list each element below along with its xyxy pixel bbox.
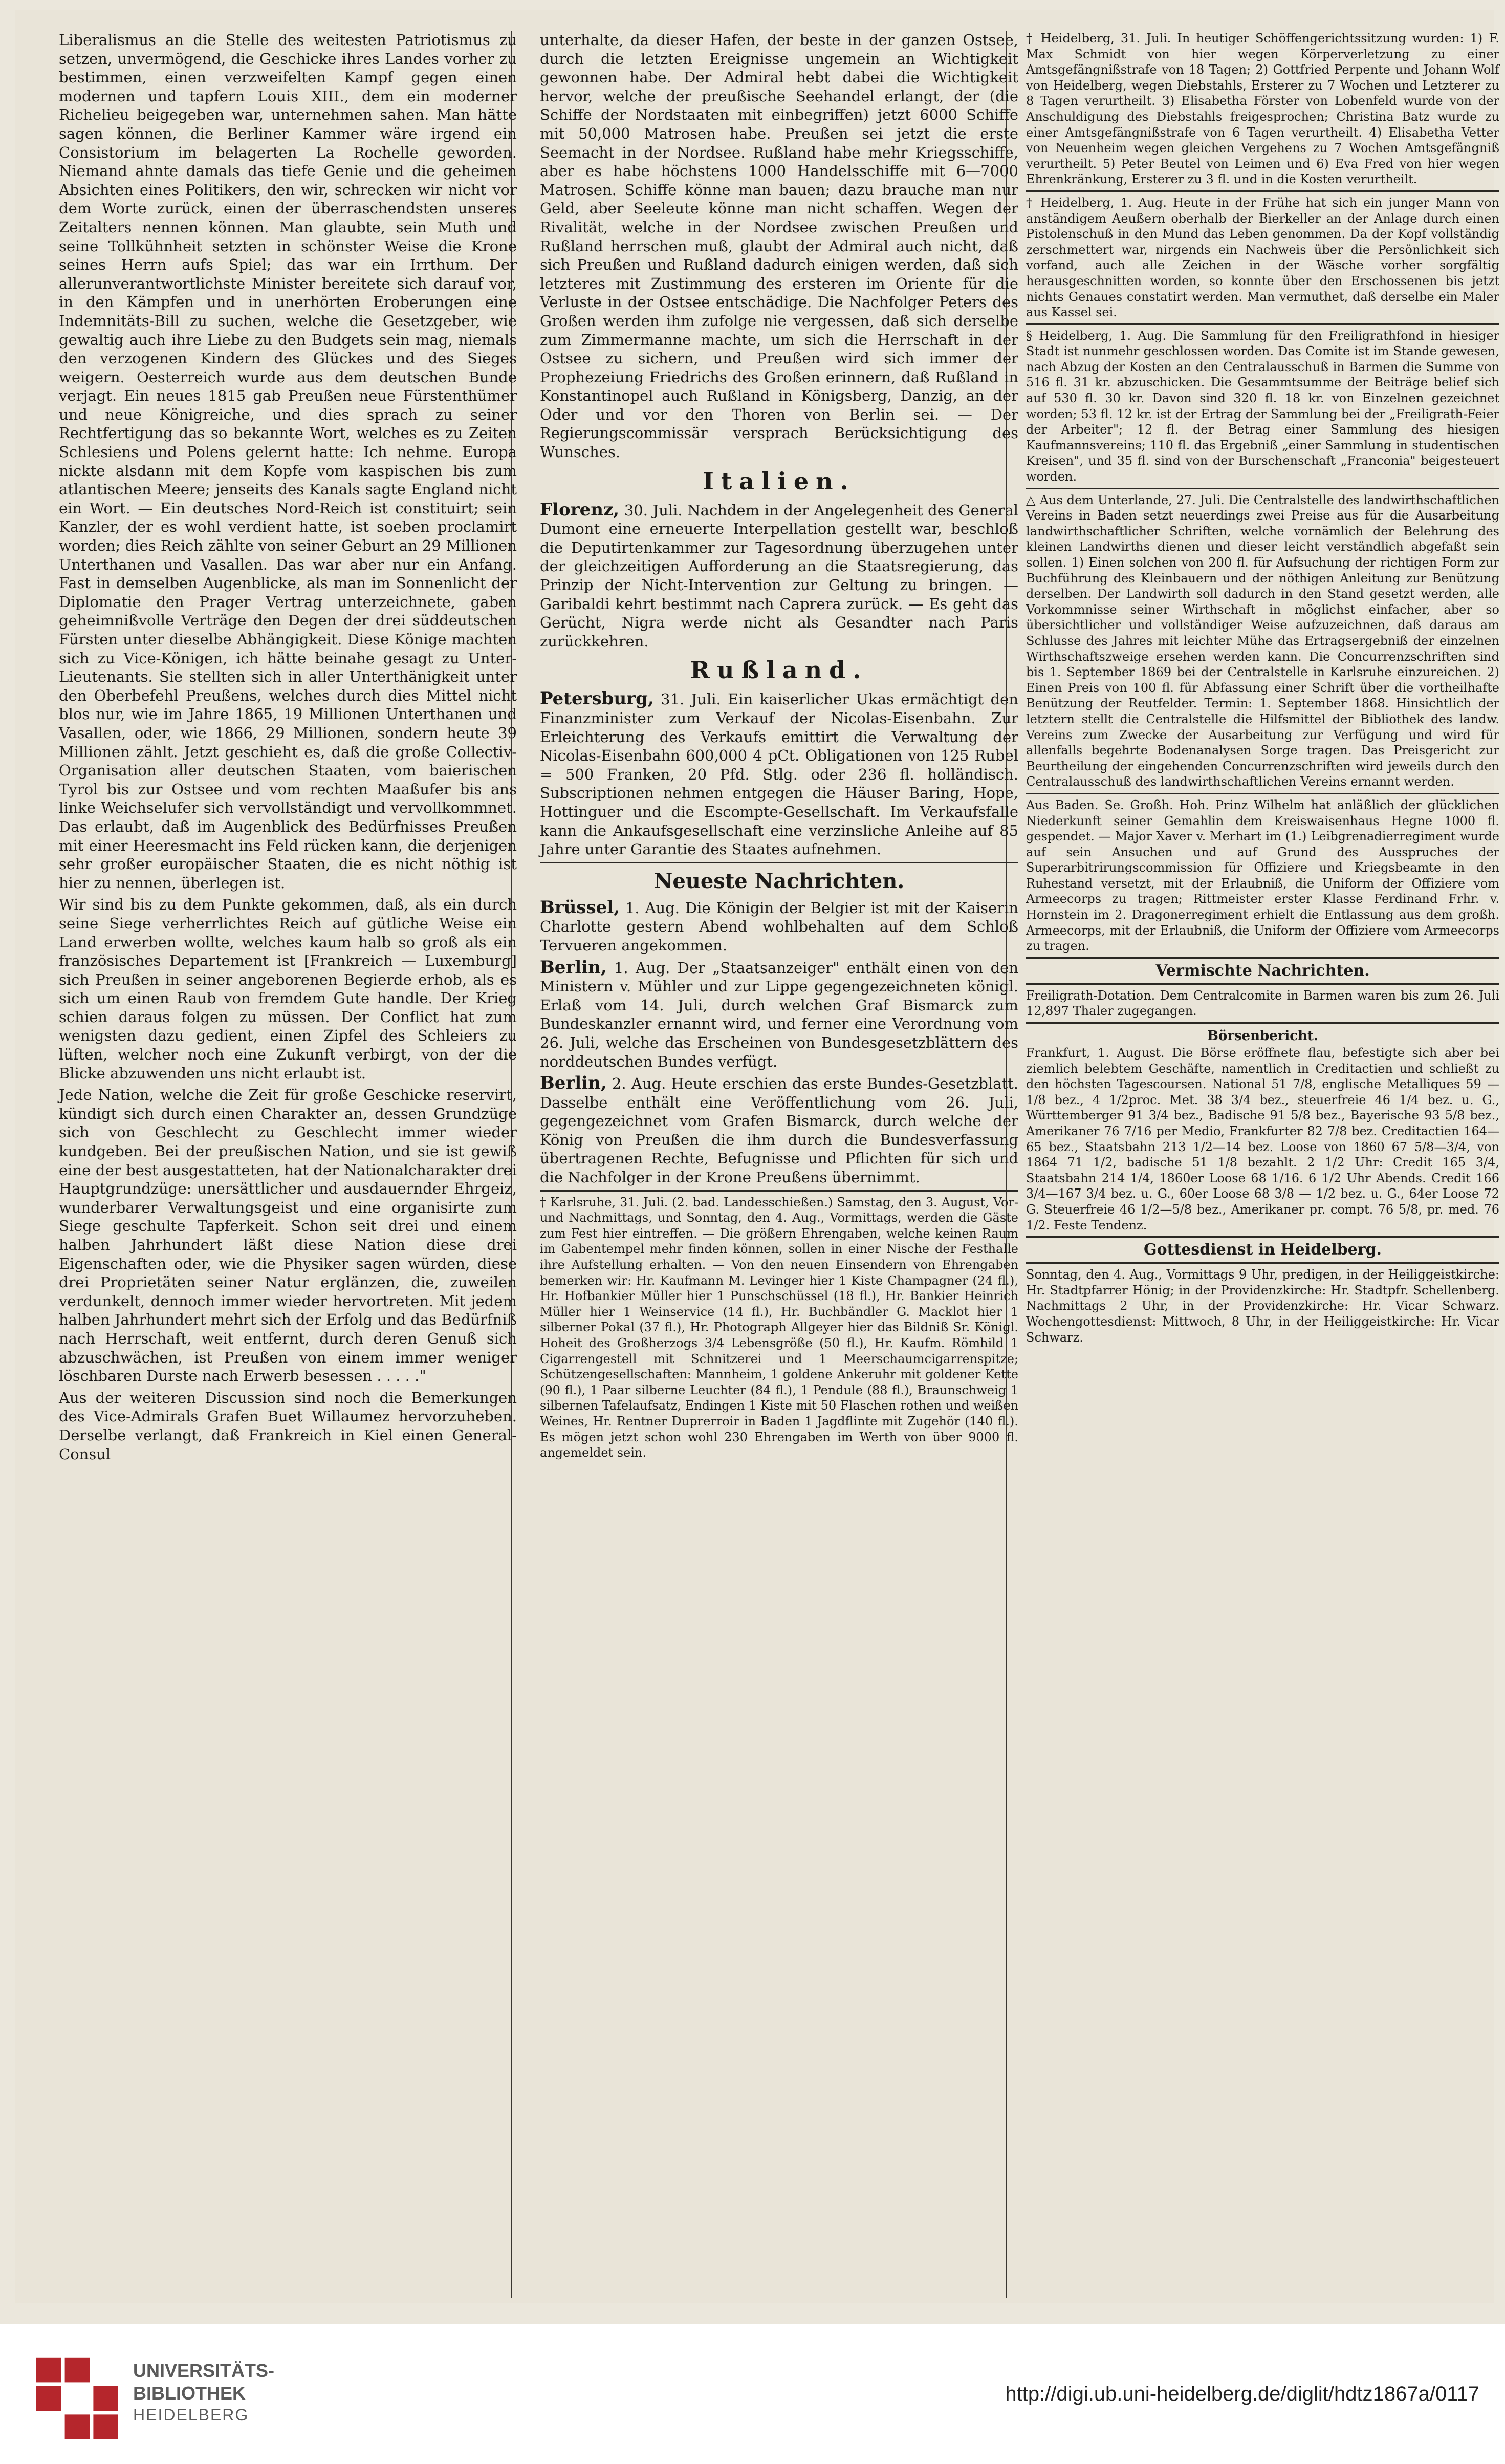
divider: [540, 862, 1018, 863]
library-name-line: BIBLIOTHEK: [133, 2383, 246, 2404]
dateline: Berlin,: [540, 1073, 607, 1094]
dateline: Brüssel,: [540, 897, 620, 918]
dateline: Florenz,: [540, 499, 620, 520]
news-text: 1. Aug. Der „Staatsanzeiger" enthält einen von den Ministern v. Mühler und zur Lippe gegengezeichneten königl. Erlaß vom 14. Juli, durch welchen Graf Bismarck zum Bundeskanzler ernannt wird, und ferner eine Verordnung vom 26. Juli, welche das Erscheinen von Bundesgesetzblättern des norddeutschen Bundes verfügt.: [540, 959, 1018, 1070]
news-item: [540, 958, 1018, 1071]
news-text: 30. Juli. Nachdem in der Angelegenheit des General Dumont eine erneuerte Interpellation gestellt war, beschloß die Deputirtenkammer zur Tagesordnung überzugehen unter der gleichzeitigen Aufforderung an die Staatsregierung, das Prinzip der Nicht-Intervention zur Geltung zu bringen. — Garibaldi kehrt bestimmt nach Caprera zurück. — Es geht das Gerücht, Nigra werde nicht als Gesandter nach Paris zurückkehren.: [540, 501, 1019, 650]
news-item-small: † Heidelberg, 31. Juli. In heutiger Schöffengerichtssitzung wurden: 1) F. Max Schmidt von hier wegen Körperverletzung zu einer Amtsgefängnißstrafe von 18 Tagen; 2) Gottfried Perpente und Johann Wolf von Heidelberg, wegen Diebstahls, Ersterer zu 7 Wochen und Letzterer zu 8 Tagen verurtheilt. 3) Elisabetha Förster von Lobenfeld wurde von der Anschuldigung des Diebstahls freigesprochen; Christina Batz wurde zu einer Amtsgefängnißstrafe von 6 Tagen verurtheilt. 4) Elisabetha Vetter von Neuenheim wegen gleichen Vergehens zu 7 Wochen Amtsgefängniß verurtheilt. 5) Peter Beutel von Leimen und 6) Eva Fred von hier wegen Ehrenkränkung, Ersterer zu 3 fl. und in die Kosten verurtheilt.: [1026, 31, 1499, 187]
article-paragraph: Aus der weiteren Discussion sind noch die Bemerkungen des Vice-Admirals Grafen Buet Willaumez hervorzuheben. Derselbe verlangt, daß Frankreich in Kiel einen General-Consul: [59, 1389, 517, 1463]
news-item-small: Aus Baden. Se. Großh. Hoh. Prinz Wilhelm hat anläßlich der glücklichen Niederkunft seiner Gemahlin dem Kreiswaisenhaus Hegne 1000 fl. gespendet. — Major Xaver v. Merhart im (1.) Leibgrenadierregiment wurde auf sein Ansuchen und auf Grund des Ausspruches der Superarbitrirungscommission für Offiziere und Kriegsbeamte in den Ruhestand versetzt, mit der Erlaubniß, die Uniform der Offiziere vom Armeecorps zu tragen; Rittmeister erster Klasse Ferdinand Frhr. v. Hornstein im 2. Dragonerregiment erhielt die Entlassung aus dem großh. Armeecorps, mit der Erlaubniß, die Uniform der Offiziere vom Armeecorps zu tragen.: [1026, 797, 1499, 954]
divider: [1026, 323, 1499, 325]
news-text: 2. Aug. Heute erschien das erste Bundes-Gesetzblatt. Dasselbe enthält eine Veröffentlichung vom 26. Juli, gegengezeichnet vom Grafen Bismarck, durch welche der König von Preußen die ihm durch die Bundesverfassung übertragenen Rechte, Befugnisse und Pflichten für sich und die Nachfolger in der Krone Preußens übernimmt.: [540, 1075, 1019, 1186]
article-paragraph: Wir sind bis zu dem Punkte gekommen, daß, als ein durch seine Siege verherrlichtes Reich auf gütliche Weise ein Land erwerben wollte, welches kaum halb so groß als ein französisches Departement ist [Frankreich — Luxemburg] sich Preußen in seiner angeborenen Begierde erhob, als es sich um einen Raub von fremdem Gute handle. Der Krieg schien daraus folgen zu müssen. Der Conflict hat zum wenigsten dazu gedient, einen Zipfel des Schleiers zu lüften, welcher noch eine Zukunft verbirgt, von der die Blicke abzuwenden uns nicht erlaubt ist.: [59, 896, 517, 1082]
news-item: [540, 898, 1018, 955]
column-1: [59, 31, 517, 1466]
news-item: [540, 501, 1018, 651]
source-url-link[interactable]: http://digi.ub.uni-heidelberg.de/diglit/hdtz1867a/0117: [1005, 2383, 1479, 2405]
divider: [1026, 190, 1499, 192]
news-item: [540, 1074, 1018, 1187]
column-2: [540, 31, 1018, 1464]
news-text: 31. Juli. Ein kaiserlicher Ukas ermächtigt den Finanzminister zum Verkauf der Nicolas-Eisenbahn. Zur Erleichterung des Verkaufs emittirt die Verwaltung der Nicolas-Eisenbahn 600,000 4 pCt. Obligationen von 125 Rubel = 500 Franken, 20 Pfd. Stlg. oder 236 fl. holländisch. Subscriptionen nehmen entgegen die Häuser Baring, Hope, Hottinguer und die Escompte-Gesellschaft. Im Verkaufsfalle kann die Ankaufsgesellschaft eine verzinsliche Anleihe auf 85 Jahre unter Garantie des Staates aufnehmen.: [540, 690, 1018, 858]
news-item-small: § Heidelberg, 1. Aug. Die Sammlung für den Freiligrathfond in hiesiger Stadt ist nunmehr geschlossen worden. Das Comite ist im Stande gewesen, nach Abzug der Kosten an den Centralausschuß in Barmen die Summe von 516 fl. 31 kr. abzuschicken. Die Gesammtsumme der Beiträge belief sich auf 530 fl. 30 kr. Davon sind 320 fl. 18 kr. von Einzelnen gezeichnet worden; 53 fl. 12 kr. ist der Ertrag der Sammlung bei der „Freiligrath-Feier der Arbeiter"; 12 fl. der Betrag einer Sammlung des hiesigen Kaufmannsvereins; 110 fl. das Ergebniß „einer Sammlung in studentischen Kreisen", und 35 fl. sind von der Burschenschaft „Franconia" beigesteuert worden.: [1026, 328, 1499, 484]
section-heading-vermischte: Vermischte Nachrichten.: [1026, 957, 1499, 985]
article-paragraph: Jede Nation, welche die Zeit für große Geschicke reservirt, kündigt sich durch einen Charakter an, dessen Grundzüge sich von Geschlecht zu Geschlecht immer wieder kundgeben. Bei der preußischen Nation, und sie ist gewiß eine der best ausgestatteten, hat der Nationalcharakter drei Hauptgrundzüge: unersättlicher und ausdauernder Ehrgeiz, wunderbarer Verwaltungsgeist und eine organisirte zum Siege geschulte Tapferkeit. Schon seit drei und einem halben Jahrhundert läßt diese Nation diese drei Eigenschaften oder, wie die Physiker sagen würden, diese drei Proprietäten seiner Natur erglänzen, die, zuweilen verdunkelt, dennoch immer wieder hervortreten. Mit jedem halben Jahrhundert mehrt sich der Erfolg und das Bedürfniß nach Herrschaft, weit entfernt, durch deren Genuß sich abzuschwächen, ist Preußen von einem immer weniger löschbaren Durste nach Erwerb besessen . . . . .": [59, 1086, 517, 1385]
news-item: [540, 689, 1018, 858]
section-heading-boersen: Börsenbericht.: [1207, 1028, 1319, 1044]
library-logo-icon: [31, 2352, 123, 2444]
news-item-small: † Heidelberg, 1. Aug. Heute in der Frühe hat sich ein junger Mann von anständigem Aeußern oberhalb der Bierkeller an der Anlage durch einen Pistolenschuß in den Mund das Leben genommen. Da der Kopf vollständig zerschmettert war, nirgends ein Nachweis über die Persönlichkeit sich vorfand, auch alle Zeichen in der Wäsche vorher sorgfältig herausgeschnitten worden, so konnte über den Erschossenen bis jetzt nichts Genaues constatirt werden. Man vermuthet, daß derselbe ein Maler aus Kassel sei.: [1026, 195, 1499, 320]
news-item-small: Freiligrath-Dotation. Dem Centralcomite in Barmen waren bis zum 26. Juli 12,897 Thaler zugegangen.: [1026, 988, 1499, 1019]
section-heading-russland: Rußland.: [690, 656, 868, 684]
dateline: Petersburg,: [540, 688, 654, 709]
divider: [540, 1190, 1018, 1192]
divider: [1026, 793, 1499, 794]
article-paragraph: unterhalte, da dieser Hafen, der beste in der ganzen Ostsee, durch die letzten Ereignisse ungemein an Wichtigkeit gewonnen habe. Der Admiral hebt dabei die Wichtigkeit hervor, welche der preußische Seehandel erlangt, der (die Schiffe der Nordstaaten mit einbegriffen) jetzt 6000 Schiffe mit 50,000 Matrosen habe. Preußen sei jetzt die erste Seemacht in der Nordsee. Rußland habe mehr Kriegsschiffe, aber es habe höchstens 1000 Handelsschiffe mit 6—7000 Matrosen. Schiffe könne man bauen; dazu brauche man nur Geld, aber Seeleute könne man nicht schaffen. Wegen der Rivalität, welche in der Nordsee zwischen Preußen und Rußland herrschen muß, glaubt der Admiral auch nicht, daß sich Preußen und Rußland dadurch einigen werden, daß sich letzteres mit Zustimmung des ersteren im Oriente für die Verluste in der Ostsee entschädige. Die Nachfolger Peters des Großen werden ihm zufolge nie vergessen, daß sich derselbe zum Zimmermanne machte, um sich die Herrschaft in der Ostsee zu sichern, und Preußen wird sich immer der Prophezeiung Friedrichs des Großen erinnern, daß Rußland in Konstantinopel auch Rußland in Königsberg, Danzig, an der Oder und vor den Thoren von Berlin sei. — Der Regierungscommissär versprach Berücksichtigung des Wunsches.: [540, 31, 1018, 461]
section-heading-gottesdienst: Gottesdienst in Heidelberg.: [1026, 1236, 1499, 1264]
divider: [1026, 488, 1499, 489]
section-heading-neueste: Neueste Nachrichten.: [653, 869, 905, 893]
newspaper-page: [15, 10, 1499, 2303]
section-heading-italien: Italien.: [703, 467, 856, 495]
column-3: [1026, 31, 1499, 1348]
library-city: HEIDELBERG: [133, 2406, 249, 2424]
divider: [1026, 1022, 1499, 1024]
dateline: Berlin,: [540, 957, 607, 978]
library-name: [133, 2360, 274, 2405]
news-item-small: Frankfurt, 1. August. Die Börse eröffnete flau, befestigte sich aber bei ziemlich belebtem Geschäfte, namentlich in Creditactien und schließt zu den höchsten Tagescoursen. National 51 7/8, englische Metalliques 59 — 1/8 bez., 4 1/2proc. Met. 38 3/4 bez., steuerfreie 46 1/4 bez. u. G., Württemberger 91 3/4 bez., Badische 91 5/8 bez., Bayerische 93 5/8 bez., Amerikaner 76 7/16 per Medio, Frankfurter 82 7/8 bez. Creditactien 164—65 bez., Staatsbahn 213 1/2—14 bez. Loose von 1860 67 5/8—3/4, von 1864 71 1/2, badische 51 1/8 bezahlt. 2 1/2 Uhr: Credit 165 3/4, Staatsbahn 214 1/4, 1860er Loose 68 1/16. 6 1/2 Uhr Abends. Credit 166 3/4—167 3/4 bez. u. G., 60er Loose 68 3/8 — 1/2 bez. u. G., 64er Loose 72 G. Steuerfreie 46 1/2—5/8 bez., Amerikaner pr. compt. 76 5/8, pr. med. 76 1/2. Feste Tendenz.: [1026, 1046, 1499, 1233]
news-item-small: † Karlsruhe, 31. Juli. (2. bad. Landesschießen.) Samstag, den 3. August, Vor- und Nachmittags, und Sonntag, den 4. Aug., Vormittags, werden die Gäste zum Fest hier eintreffen. — Die größern Ehrengaben, welche keinen Raum im Gabentempel mehr finden können, sollen in einer Nische der Festhalle ihre Aufstellung erhalten. — Von den neuen Einsendern von Ehrengaben bemerken wir: Hr. Kaufmann M. Levinger hier 1 Kiste Champagner (24 fl.), Hr. Hofbankier Müller hier 1 Punschschüssel (18 fl.), Hr. Bankier Heinrich Müller hier 1 Weinservice (14 fl.), Hr. Buchbändler G. Macklot hier 1 silberner Pokal (37 fl.), Hr. Photograph Allgeyer hier das Bildniß Sr. Königl. Hoheit des Großherzogs 3/4 Lebensgröße (50 fl.), Hr. Kaufm. Römhild 1 Cigarrengestell mit Schnitzerei und 1 Meerschaumcigarrenspitze; Schützengesellschaften: Mannheim, 1 goldene Ankeruhr mit goldener Kette (90 fl.), 1 Paar silberne Leuchter (84 fl.), 1 Pendule (88 fl.), Braunschweig 1 silbernen Tafelaufsatz, Endingen 1 Kiste mit 50 Flaschen rothen und weißen Weines, Hr. Rentner Duprerroir in Baden 1 Jagdflinte mit Zugehör (140 fl.). Es mögen jetzt schon wohl 230 Ehrengaben im Werth von über 9000 fl. angemeldet sein.: [540, 1195, 1018, 1460]
library-footer: [0, 2324, 1505, 2464]
article-paragraph: Liberalismus an die Stelle des weitesten Patriotismus zu setzen, unvermögend, die Geschicke ihres Landes vorher zu bestimmen, einen verzweifelten Kampf gegen einen modernen und tapfern Louis XIII., dem ein moderner Richelieu beigegeben war, unternehmen sahen. Man hätte sagen können, die Berliner Kammer wäre irgend ein Consistorium im belagerten La Rochelle geworden. Niemand ahnte damals das tiefe Genie und die geheimen Absichten eines Politikers, den wir, schrecken wir nicht vor dem Worte zurück, einen der überraschendsten unseres Zeitalters nennen können. Man glaubte, sein Muth und seine Tollkühnheit setzten in schönster Weise die Krone seines Herrn aufs Spiel; das war ein Irrthum. Der allerunverantwortlichste Minister bereitete sich darauf vor, in den Kämpfen und in unerhörten Eroberungen eine Indemnitäts-Bill zu suchen, welche die Gesetzgeber, wie gewaltig auch ihre Liebe zu den Budgets sein mag, niemals den verzogenen Kindern des Glückes und des Sieges weigern. Oesterreich wurde aus dem deutschen Bunde verjagt. Ein neues 1815 gab Preußen neue Fürstenthümer und neue Königreiche, und dies sprach zu seiner Rechtfertigung das so bekannte Wort, welches es zu Zeiten Schlesiens und Polens gelernt hatte: Ich nehme. Europa nickte alsdann mit dem Kopfe vom kaspischen bis zum atlantischen Meere; jenseits des Kanals sagte England nicht ein Wort. — Ein deutsches Nord-Reich ist constituirt; sein Kanzler, der es wohl verdient hatte, ist soeben proclamirt worden; dies Reich zählte von seiner Geburt an 29 Millionen Unterthanen und Vasallen. Das war aber nur ein Anfang. Fast in demselben Augenblicke, als man im Sonnenlicht der Diplomatie den Prager Vertrag unterzeichnete, gaben geheimnißvolle Verträge den Degen der drei süddeutschen Fürsten unter dieselbe Abhängigkeit. Diese Könige machten sich zu Vice-Königen, ich hätte beinahe gesagt zu Unter-Lieutenants. Sie stellten sich in aller Unterthänigkeit unter den Oberbefehl Preußens, welches durch dies Mittel nicht blos nur, wie im Jahre 1865, 19 Millionen Unterthanen und Vasallen, oder, wie 1866, 29 Millionen, sondern heute 39 Millionen zählt. Jetzt geschieht es, daß die große Collectiv-Organisation aller deutschen Staaten, vom baierischen Tyrol bis zur Ostsee und vom rechten Maaßufer bis ans linke Weichselufer sich vervollständigt und vervollkommnet. Das erlaubt, daß im Augenblick des Bedürfnisses Preußen mit einer Heeresmacht ins Feld rücken kann, die derjenigen sehr großer europäischer Staaten, die es nicht nöthig ist hier zu nennen, überlegen ist.: [59, 31, 517, 892]
news-text: 1. Aug. Die Königin der Belgier ist mit der Kaiserin Charlotte gestern Abend wohlbehalten auf dem Schloß Tervueren angekommen.: [540, 899, 1019, 954]
library-name-line: UNIVERSITÄTS-: [133, 2360, 275, 2381]
news-item-small: Sonntag, den 4. Aug., Vormittags 9 Uhr, predigen, in der Heiliggeistkirche: Hr. Stadtpfarrer Hönig; in der Providenzkirche: Hr. Stadtpfr. Schellenberg. Nachmittags 2 Uhr, in der Providenzkirche: Hr. Vicar Schwarz. Wochengottesdienst: Mittwoch, 8 Uhr, in der Heiliggeistkirche: Hr. Vicar Schwarz.: [1026, 1267, 1499, 1345]
news-item-small: △ Aus dem Unterlande, 27. Juli. Die Centralstelle des landwirthschaftlichen Vereins in Baden setzt neuerdings zwei Preise aus für die Ausarbeitung landwirthschaftlicher Schriften, welche vornämlich der Belehrung des kleinen Landwirths dienen und dieser leicht verständlich abgefaßt sein sollen. 1) Einen solchen von 200 fl. für Aufsuchung der richtigen Form zur Buchführung des Kleinbauern und der nöthigen Anleitung zur Benützung derselben. Der Landwirth soll dadurch in den Stand gesetzt werden, alle Vorkommnisse seiner Wirthschaft in möglichst einfacher, aber so übersichtlicher und vollständiger Weise aufzuzeichnen, daß daraus am Schlusse des Jahres mit leichter Mühe das Ertragsergebniß der einzelnen Wirthschaftszweige ersehen werden kann. Die Concurrenzschriften sind bis 1. September 1869 bei der Centralstelle in Karlsruhe einzureichen. 2) Einen Preis von 100 fl. für Abfassung einer Schrift über die vortheilhafte Benützung der Reutfelder. Termin: 1. September 1868. Hinsichtlich der letztern stellt die Centralstelle die Hilfsmittel der Bibliothek des landw. Vereins zum Zwecke der Ausarbeitung zur Verfügung und wird für allenfalls begehrte Bodenanalysen Sorge tragen. Das Preisgericht zur Beurtheilung der eingehenden Concurrenzschriften wird jeweils durch den Centralausschuß des landwirthschaftlichen Vereins ernannt werden.: [1026, 492, 1499, 789]
